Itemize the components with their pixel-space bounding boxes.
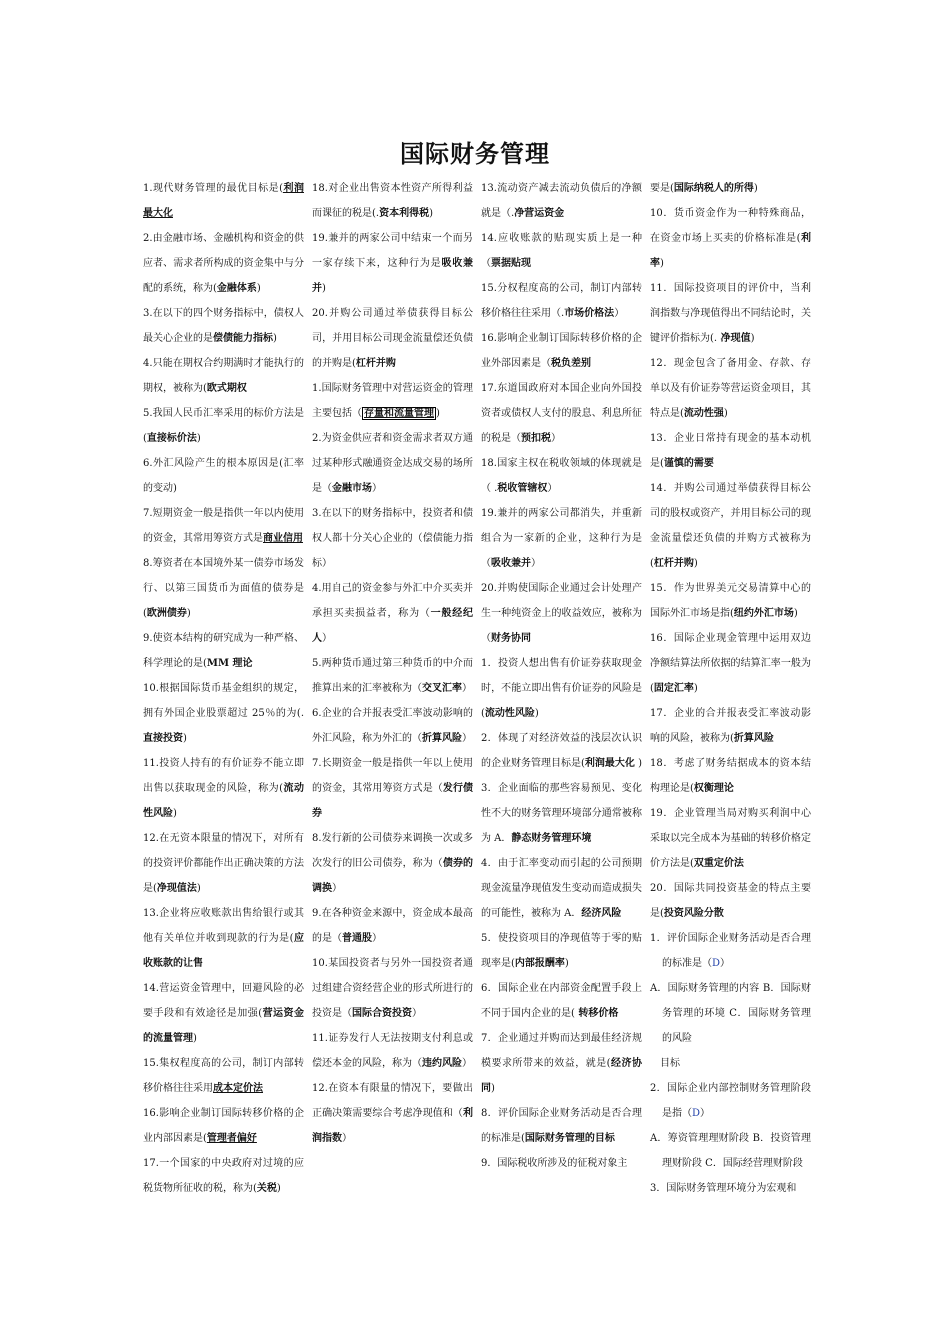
answer-text: 内部报酬率 — [514, 958, 565, 969]
question-item — [312, 301, 473, 376]
question-text: 1．投资人想出售有价证券获取现金时，不能立即出售有价证券的风险是( — [481, 658, 642, 719]
question-text: 15.分权程度高的公司，制订内部转移价格往往采用（. — [481, 283, 642, 319]
answer-text: 欧式期权 — [206, 383, 247, 394]
question-text-end: ) — [753, 183, 758, 194]
question-item — [143, 1151, 304, 1201]
question-text: 7．企业通过并购而达到最佳经济规模要求所带来的效益，就是( — [481, 1033, 642, 1069]
question-text: 6.企业的合并报表受汇率波动影响的外汇风险，称为外汇的（ — [312, 708, 473, 744]
question-item — [143, 351, 304, 401]
question-text-end: ） — [322, 633, 332, 644]
question-text-end: ) — [634, 758, 642, 769]
answer-text: 经济协同 — [481, 1058, 642, 1094]
question-text: 1.现代财务管理的最优目标是( — [143, 183, 283, 194]
question-text: 18.国家主权在税收领域的体现就是（ . — [481, 458, 642, 494]
question-text-end: ) — [660, 258, 664, 269]
question-text: 12．现金包含了备用金、存款、存单以及有价证券等营运资金项目，其特点是( — [650, 358, 811, 419]
question-text: 10.根据国际货币基金组织的规定，拥有外国企业股票超过 25％的为(. — [143, 683, 304, 719]
question-item — [143, 826, 304, 901]
question-text-end: ） — [462, 683, 472, 694]
question-text: 12.在无资本限量的情况下，对所有的投资评价都能作出正确决策的方法是( — [143, 833, 304, 894]
question-text-end: ) — [534, 708, 539, 719]
question-item — [650, 201, 811, 276]
answer-text: 一般经纪人 — [312, 608, 474, 644]
question-item — [650, 876, 811, 926]
question-item — [143, 676, 304, 751]
question-text-end: ) — [723, 408, 728, 419]
question-item — [312, 501, 473, 576]
answer-text: 直接投资 — [143, 733, 183, 744]
question-text: 14.营运资金管理中，回避风险的必要手段和有效途径是加强( — [143, 983, 304, 1019]
answer-text: 利率 — [650, 233, 812, 269]
question-text: 15．作为世界美元交易清算中心的国际外汇市场是指( — [650, 583, 811, 619]
question-item — [312, 651, 473, 701]
question-text: 4.用自己的资金参与外汇中介买卖并承担买卖损益者，称为（ — [312, 583, 473, 619]
question-item — [312, 1076, 473, 1151]
question-item — [650, 276, 811, 351]
question-text-end: ) — [186, 608, 191, 619]
question-text: 10.某国投资者与另外一国投资者通过组建合资经营企业的形式所进行的投资是（ — [312, 958, 473, 1019]
question-text: 18．考虑了财务结据成本的资本结构理论是( — [650, 758, 811, 794]
question-item — [650, 751, 811, 801]
question-text: A．筹资管理理财阶段 B．投资管理理财阶段 C．国际经营理财阶段 — [650, 1133, 811, 1169]
answer-text: 违约风险 — [422, 1058, 462, 1069]
question-text: 19．企业管理当局对购买利润中心采取以完全成本为基础的转移价格定价方法是( — [650, 808, 811, 869]
question-text: 4.只能在期权合约期满时才能执行的期权，被称为( — [143, 358, 304, 394]
question-text: 1．评价国际企业财务活动是否合理的标准是（ — [650, 933, 811, 969]
answer-text: 财务协同 — [491, 633, 531, 644]
question-text: 3．企业面临的那些容易预见、变化性不大的财务管理环境部分通常被称为 A． — [481, 783, 642, 844]
answer-text: 国际合资投资 — [352, 1008, 412, 1019]
question-text: 17.东道国政府对本国企业向外国投资者或债权人支付的股息、利息所征的税是（ — [481, 383, 642, 444]
question-item — [650, 1176, 811, 1201]
answer-text: 利润最大化 — [143, 183, 304, 219]
question-text: 13．企业日常持有现金的基本动机是( — [650, 433, 811, 469]
question-item — [481, 451, 642, 501]
column-4 — [650, 176, 811, 1201]
answer-text: 双重定价法 — [693, 858, 744, 869]
question-item — [481, 176, 642, 226]
question-item — [312, 751, 473, 826]
question-item — [143, 1101, 304, 1151]
question-item — [481, 776, 642, 851]
question-text-end: ) — [193, 1033, 197, 1044]
question-text: 2．国际企业内部控制财务管理阶段是指（ — [650, 1083, 811, 1119]
question-text-end: ) — [196, 433, 201, 444]
answer-text: 预扣税 — [521, 433, 551, 444]
answer-text: 管理者偏好 — [206, 1133, 257, 1144]
answer-text: 交叉汇率 — [422, 683, 462, 694]
question-item — [650, 976, 811, 1051]
answer-text: D — [712, 958, 721, 969]
question-item — [650, 801, 811, 876]
question-text-end: ） — [372, 933, 382, 944]
question-text: 7.长期资金一般是指供一年以上使用的资金，其常用筹资方式是（ — [312, 758, 473, 794]
question-columns — [143, 176, 811, 1201]
question-text: 2．体现了对经济效益的浅层次认识的企业财务管理目标是( — [481, 733, 642, 769]
answer-text: 税负差别 — [551, 358, 591, 369]
question-item — [481, 726, 642, 776]
answer-text: 国际纳税人的所得 — [673, 183, 754, 194]
question-text-end: ) — [750, 333, 755, 344]
question-text: 13.企业将应收账款出售给银行或其他有关单位并收到现款的行为是( — [143, 908, 304, 944]
answer-text: 固定汇率 — [653, 683, 694, 694]
question-item — [650, 1051, 811, 1076]
question-text: 15.集权程度高的公司，制订内部转移价格往往采用 — [143, 1058, 304, 1094]
question-text: 18.对企业出售资本性资产所得利益而课征的税是(. — [312, 183, 473, 219]
answer-text: 金融市场 — [332, 483, 372, 494]
answer-text: 流动性风险 — [484, 708, 535, 719]
answer-text: 金融体系 — [216, 283, 257, 294]
answer-text: 谨慎的需要 — [663, 458, 714, 469]
answer-text: 债券的调换 — [312, 858, 474, 894]
question-item — [143, 551, 304, 626]
question-text: 4．由于汇率变动而引起的公司预期现金流量净现值发生变动而造成损失的可能性，被称为 A． — [481, 858, 642, 919]
answer-text: 利润指数 — [312, 1108, 473, 1144]
answer-text: 普通股 — [342, 933, 372, 944]
question-text-end: ） — [372, 483, 382, 494]
question-item — [481, 976, 642, 1026]
column-2 — [312, 176, 473, 1201]
question-text: 3.在以下的财务指标中，投资者和债权人都十分关心企业的（偿债能力指标） — [312, 508, 473, 569]
question-item — [143, 751, 304, 826]
answer-text: 投资风险分散 — [663, 908, 724, 919]
question-text-end: ) — [322, 283, 326, 294]
question-item — [481, 651, 642, 726]
question-item — [312, 826, 473, 901]
question-text: 1.国际财务管理中对营运资金的管理主要包括（ — [312, 383, 473, 419]
question-text: 5．使投资项目的净现值等于零的贴现率是( — [481, 933, 642, 969]
question-text-end: ) — [491, 1083, 495, 1094]
answer-text: 票据贴现 — [491, 258, 531, 269]
question-item — [481, 1026, 642, 1101]
question-text: 7.短期资金一般是指供一年以内使用的资金，其常用筹资方式是 — [143, 508, 304, 544]
answer-text: 净现值 — [717, 333, 751, 344]
answer-text: 税收管辖权 — [497, 483, 548, 494]
question-text: 16.影响企业制订国际转移价格的企业外部因素是（ — [481, 333, 642, 369]
question-text-end: ） — [700, 1108, 711, 1119]
answer-text: 静态财务管理环境 — [511, 833, 592, 844]
answer-text: 利润最大化 — [584, 758, 635, 769]
answer-text: 资本利得税 — [379, 208, 430, 219]
question-text: 13.流动资产减去流动负债后的净额就是（. — [481, 183, 642, 219]
question-text: 要是( — [650, 183, 674, 194]
question-text-end: ） — [720, 958, 731, 969]
question-text: 19.兼并的两家公司都消失，并重新组合为一家新的企业，这种行为是（ — [481, 508, 642, 569]
question-text: 11．国际投资项目的评价中，当利润指数与净现值得出不同结论时，关键评价指标为(. — [650, 283, 811, 344]
question-item — [650, 351, 811, 426]
question-text: 12.在资本有限量的情况下，要做出正确决策需要综合考虑净现值和（ — [312, 1083, 473, 1119]
question-item — [650, 1126, 811, 1176]
question-text: 3．国际财务管理环境分为宏观和 — [650, 1183, 797, 1194]
answer-text: 净现值法 — [156, 883, 197, 894]
question-text-end: ） — [462, 1058, 472, 1069]
column-3 — [481, 176, 642, 1201]
answer-text: 折算风险 — [422, 733, 462, 744]
answer-text: 杠杆并购 — [653, 558, 694, 569]
question-item — [650, 476, 811, 576]
page-title: 国际财务管理 — [400, 140, 550, 168]
question-text-end: ） — [531, 558, 541, 569]
question-text: 14．并购公司通过举债获得目标公司的股权或资产，并用目标公司的现金流量偿还负债的并购方式被称为( — [650, 483, 811, 569]
question-item — [650, 426, 811, 476]
question-text-end: ) — [693, 683, 698, 694]
answer-text: 存量和流量管理 — [364, 408, 434, 419]
question-item — [143, 901, 304, 976]
question-text-end: ) — [256, 283, 261, 294]
question-item — [481, 576, 642, 651]
question-text-end: ) — [276, 1183, 281, 1194]
question-item — [650, 926, 811, 976]
answer-text: 关税 — [256, 1183, 277, 1194]
question-item — [650, 701, 811, 751]
answer-text: D — [692, 1108, 701, 1119]
question-text-end: ) — [196, 883, 201, 894]
answer-text: 营运资金的流量管理 — [143, 1008, 305, 1044]
answer-text: 欧洲债券 — [146, 608, 187, 619]
question-text: 8.发行新的公司债券来调换一次或多次发行的旧公司债券，称为（ — [312, 833, 473, 869]
answer-text: 偿债能力指标 — [213, 333, 273, 344]
answer-text: 经济风险 — [581, 908, 622, 919]
question-item — [650, 1076, 811, 1126]
question-item — [312, 226, 473, 301]
question-item — [143, 226, 304, 301]
question-text: 11.证券发行人无法按期支付利息或偿还本金的风险，称为（ — [312, 1033, 473, 1069]
question-text: 8.筹资者在本国境外某一债券市场发行、以第三国货币为面值的债券是( — [143, 558, 304, 619]
question-item — [143, 1051, 304, 1101]
question-text: 17.一个国家的中央政府对过境的应税货物所征收的税，称为( — [143, 1158, 304, 1194]
answer-text: 国际财务管理的目标 — [524, 1133, 615, 1144]
question-text: 目标 — [660, 1058, 680, 1069]
question-item — [143, 626, 304, 676]
question-item — [650, 626, 811, 701]
question-item — [143, 501, 304, 551]
question-text: 20.并购使国际企业通过会计处理产生一种纯资金上的收益效应，被称为（ — [481, 583, 642, 644]
column-1 — [143, 176, 304, 1201]
question-text: 3.在以下的四个财务指标中，债权人最关心企业的是 — [143, 308, 304, 344]
answer-text: 商业信用 — [263, 533, 303, 544]
question-text-end: ） — [332, 883, 342, 894]
question-text: 2.由金融市场、金融机构和资金的供应者、需求者所构成的资金集中与分配的系统，称为( — [143, 233, 304, 294]
answer-text: 流动性强 — [683, 408, 724, 419]
question-text: 20．国际共同投资基金的特点主要是( — [650, 883, 811, 919]
question-text: 19.兼并的两家公司中结束一个而另一家存续下来，这种行为是 — [312, 233, 473, 269]
question-item — [481, 926, 642, 976]
answer-text: 吸收兼并 — [312, 258, 474, 294]
answer-text: 发行债券 — [312, 783, 474, 819]
answer-text: 折算风险 — [733, 733, 774, 744]
question-item — [312, 1026, 473, 1076]
question-item — [481, 276, 642, 326]
question-item — [481, 1151, 642, 1176]
question-item — [312, 376, 473, 426]
question-text-end: ) — [173, 808, 177, 819]
question-item — [481, 851, 642, 926]
answer-text: 应收账款的让售 — [143, 933, 305, 969]
question-text: 16．国际企业现金管理中运用双边净额结算法所依据的结算汇率一般为( — [650, 633, 811, 694]
question-text-end: ） — [412, 1008, 422, 1019]
question-text: 6．国际企业在内部资金配置手段上不同于国内企业的是( — [481, 983, 642, 1019]
question-item — [143, 301, 304, 351]
question-text-end: ) — [436, 408, 440, 419]
question-text: 11.投资人持有的有价证券不能立即出售以获取现金的风险，称为( — [143, 758, 304, 794]
question-text-end: ) — [793, 608, 798, 619]
question-text-end: ） — [547, 483, 558, 494]
answer-text: 纽约外汇市场 — [733, 608, 794, 619]
question-text: 9．国际税收所涉及的征税对象主 — [481, 1158, 628, 1169]
answer-text: 杠杆并购 — [355, 358, 396, 369]
question-text: 14.应收账款的贴现实质上是一种（ — [481, 233, 642, 269]
question-text: 16.影响企业制订国际转移价格的企业内部因素是( — [143, 1108, 304, 1144]
question-text: 2.为资金供应者和资金需求者双方通过某种形式融通资金达成交易的场所是（ — [312, 433, 473, 494]
question-text-end: ） — [342, 1133, 352, 1144]
question-text: 17．企业的合并报表受汇率波动影响的风险，被称为( — [650, 708, 811, 744]
question-text-end: ） — [614, 308, 625, 319]
question-text: 9.在各种资金来源中，资金成本最高的是（ — [312, 908, 473, 944]
question-text-end: ) — [564, 958, 569, 969]
question-text-end: ) — [273, 333, 277, 344]
question-text: A．国际财务管理的内容 B．国际财务管理的环境 C．国际财务管理的风险 — [650, 983, 811, 1044]
question-item — [312, 426, 473, 501]
question-item — [650, 576, 811, 626]
question-item — [312, 901, 473, 951]
question-item — [312, 701, 473, 751]
answer-text: 净营运资金 — [514, 208, 565, 219]
question-text: 6.外汇风险产生的根本原因是(汇率的变动) — [143, 458, 304, 494]
question-item — [312, 576, 473, 651]
question-text-end: ） — [551, 433, 561, 444]
question-text: 10．货币资金作为一种特殊商品，在资金市场上买卖的价格标准是( — [650, 208, 811, 244]
answer-text: 流动性风险 — [143, 783, 305, 819]
question-item — [143, 976, 304, 1051]
answer-text: 市场价格法 — [564, 308, 615, 319]
question-item — [481, 501, 642, 576]
answer-text: 成本定价法 — [213, 1083, 263, 1094]
question-item — [312, 176, 473, 226]
question-text: 5.我国人民币汇率采用的标价方法是( — [143, 408, 304, 444]
question-text: 5.两种货币通过第三种货币的中介而推算出来的汇率被称为（ — [312, 658, 473, 694]
answer-text: 吸收兼并 — [491, 558, 531, 569]
answer-text: MM 理论 — [206, 658, 253, 669]
question-text: 20.并购公司通过举债获得目标公司，并用目标公司现金流量偿还负债的并购是( — [312, 308, 473, 369]
question-item — [312, 951, 473, 1026]
question-item — [481, 1101, 642, 1151]
question-item — [481, 326, 642, 376]
answer-text: 权衡理论 — [693, 783, 734, 794]
question-text-end: ) — [429, 208, 433, 219]
question-item — [481, 376, 642, 451]
question-text-end: ） — [462, 733, 472, 744]
question-text: 8．评价国际企业财务活动是否合理的标准是( — [481, 1108, 642, 1144]
question-text-end: ) — [693, 558, 698, 569]
answer-text: 转移价格 — [574, 1008, 619, 1019]
question-text-end: ) — [183, 733, 187, 744]
answer-text: 直接标价法 — [146, 433, 197, 444]
question-item — [143, 401, 304, 451]
question-item — [481, 226, 642, 276]
question-item — [650, 176, 811, 201]
question-text: 9.使资本结构的研究成为一种严格、科学理论的是( — [143, 633, 304, 669]
question-item — [143, 451, 304, 501]
question-item — [143, 176, 304, 226]
